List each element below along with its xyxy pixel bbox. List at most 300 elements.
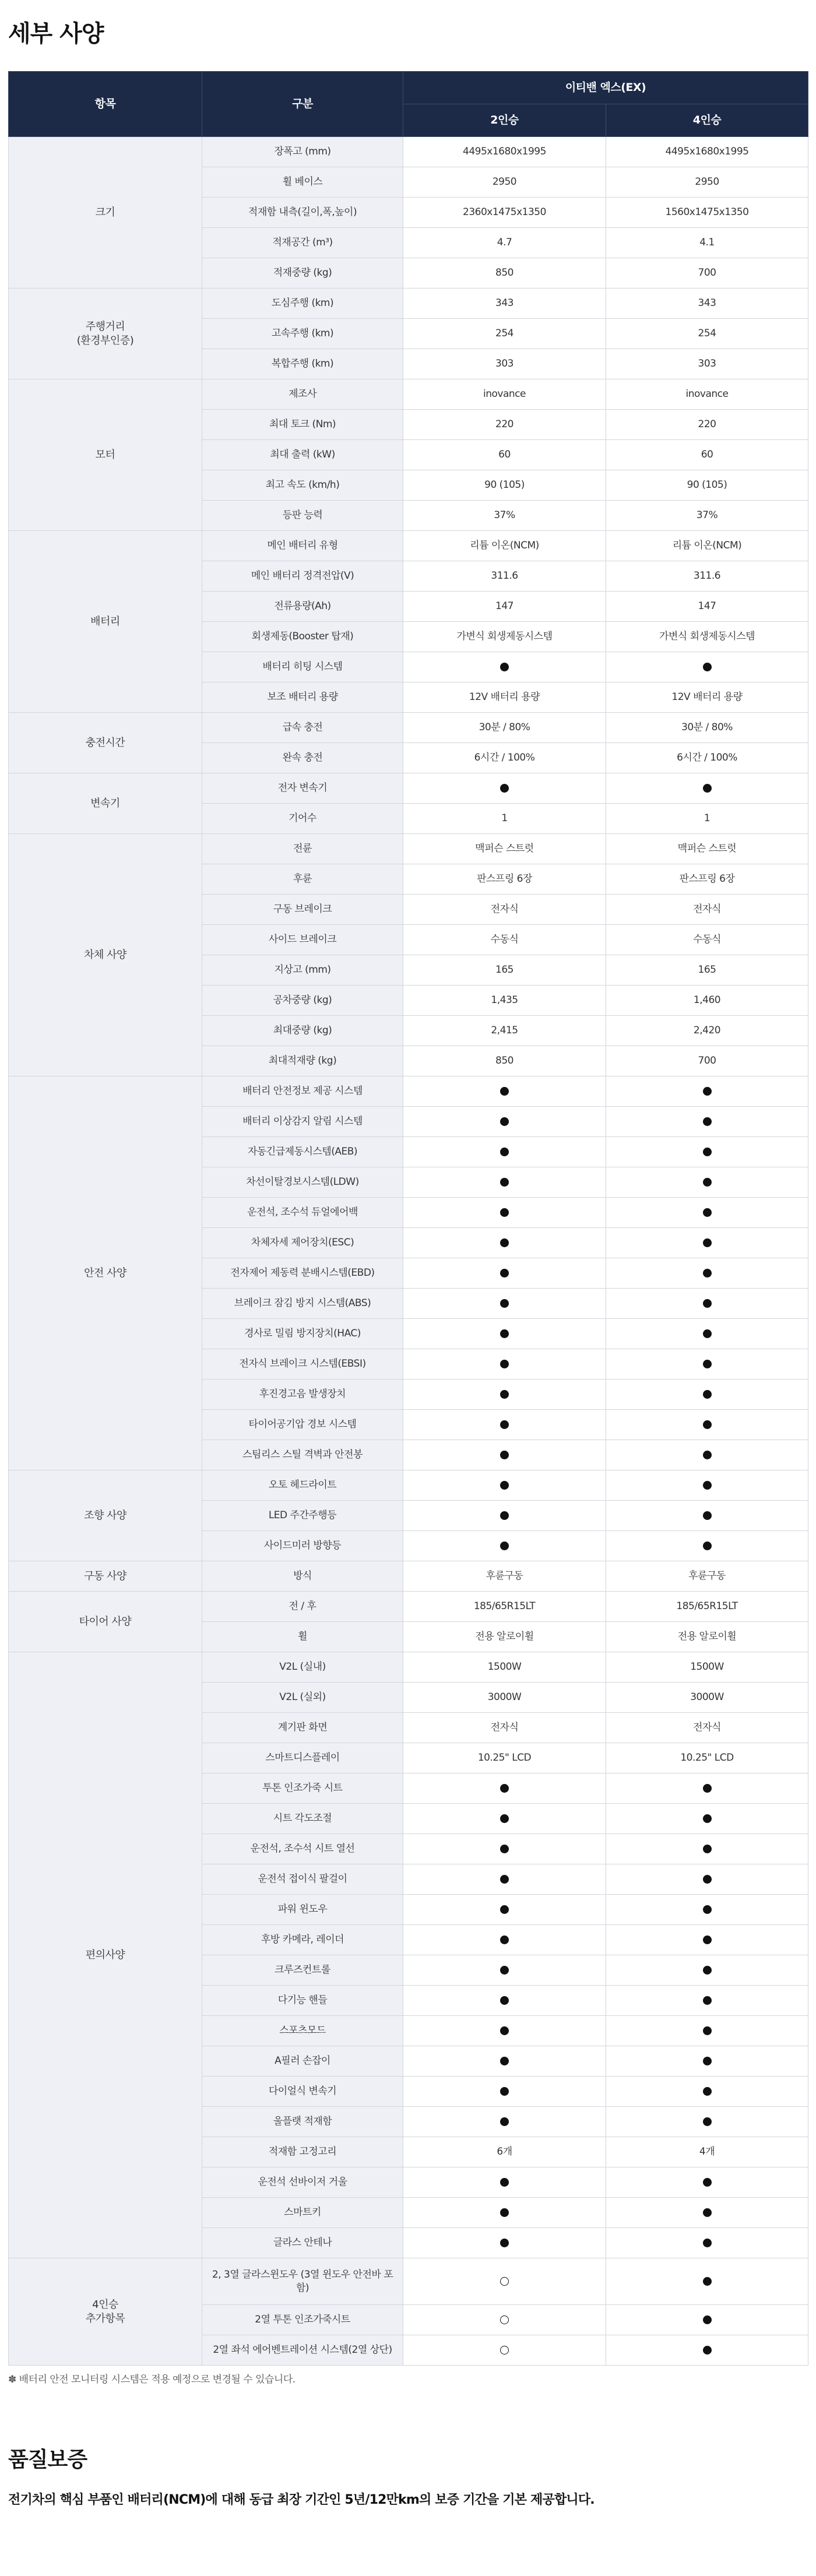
spec-value-cell-a — [403, 1895, 606, 1925]
warranty-title: 품질보증 — [8, 2448, 87, 2472]
page-title: 세부 사양 — [8, 20, 104, 47]
spec-value-cell-b: 수동식 — [606, 925, 808, 955]
standard-dot-icon — [703, 2315, 712, 2324]
spec-value-cell-b: 4개 — [606, 2137, 808, 2167]
standard-dot-icon — [703, 784, 712, 793]
spec-value-cell-a — [403, 1864, 606, 1895]
spec-value-cell-a: 303 — [403, 349, 606, 379]
standard-dot-icon — [500, 1451, 509, 1459]
spec-value-cell-b — [606, 1925, 808, 1955]
spec-label-cell: 방식 — [202, 1561, 403, 1592]
spec-value-cell-b — [606, 2305, 808, 2335]
spec-value-cell-a — [403, 1319, 606, 1349]
standard-dot-icon — [500, 1996, 509, 2005]
spec-value-cell-a — [403, 1258, 606, 1289]
spec-label-cell: 전자 변속기 — [202, 773, 403, 804]
category-cell: 주행거리 (환경부인증) — [9, 288, 202, 379]
spec-value-cell-a: 수동식 — [403, 925, 606, 955]
spec-value-cell-a: 165 — [403, 955, 606, 986]
spec-value-cell-b — [606, 2077, 808, 2107]
spec-value-cell-a: 2,415 — [403, 1016, 606, 1046]
spec-value-cell-a — [403, 1440, 606, 1470]
spec-value-cell-b: 165 — [606, 955, 808, 986]
spec-value-cell-b: 311.6 — [606, 561, 808, 592]
spec-value-cell-b — [606, 1349, 808, 1380]
spec-value-cell-b: 12V 배터리 용량 — [606, 682, 808, 713]
spec-value-cell-b — [606, 1501, 808, 1531]
spec-value-cell-a — [403, 1773, 606, 1804]
spec-table — [8, 71, 808, 2366]
spec-label-cell: 배터리 안전정보 제공 시스템 — [202, 1076, 403, 1107]
standard-dot-icon — [500, 2117, 509, 2126]
table-row — [9, 1076, 808, 1107]
standard-dot-icon — [500, 2026, 509, 2035]
table-row — [9, 2258, 808, 2305]
category-cell: 차체 사양 — [9, 834, 202, 1076]
spec-value-cell-a — [403, 1198, 606, 1228]
standard-dot-icon — [500, 1845, 509, 1853]
spec-value-cell-b — [606, 1289, 808, 1319]
standard-dot-icon — [500, 1511, 509, 1520]
spec-value-cell-b — [606, 1167, 808, 1198]
spec-value-cell-b — [606, 1228, 808, 1258]
spec-label-cell: 경사로 밀림 방지장치(HAC) — [202, 1319, 403, 1349]
spec-value-cell-a: 850 — [403, 258, 606, 288]
spec-label-cell: 장폭고 (mm) — [202, 137, 403, 167]
standard-dot-icon — [703, 1966, 712, 1975]
spec-label-cell: 스마트키 — [202, 2198, 403, 2228]
spec-label-cell: 후진경고음 발생장치 — [202, 1380, 403, 1410]
spec-value-cell-a — [403, 2228, 606, 2258]
table-row — [9, 379, 808, 410]
spec-label-cell: 고속주행 (km) — [202, 319, 403, 349]
spec-value-cell-a — [403, 2305, 606, 2335]
table-row — [9, 1652, 808, 1683]
standard-dot-icon — [500, 1238, 509, 1247]
spec-value-cell-a — [403, 2077, 606, 2107]
spec-label-cell: 브레이크 잠김 방지 시스템(ABS) — [202, 1289, 403, 1319]
spec-value-cell-a — [403, 1076, 606, 1107]
standard-dot-icon — [703, 2026, 712, 2035]
spec-label-cell: 후방 카메라, 레이더 — [202, 1925, 403, 1955]
spec-value-cell-b: 1560x1475x1350 — [606, 198, 808, 228]
spec-label-cell: 투톤 인조가죽 시트 — [202, 1773, 403, 1804]
spec-value-cell-b — [606, 1258, 808, 1289]
spec-value-cell-b: 147 — [606, 592, 808, 622]
standard-dot-icon — [703, 2208, 712, 2217]
spec-label-cell: 시트 각도조절 — [202, 1804, 403, 1834]
standard-dot-icon — [703, 1996, 712, 2005]
spec-label-cell: V2L (실내) — [202, 1652, 403, 1683]
standard-dot-icon — [703, 1208, 712, 1217]
standard-dot-icon — [703, 2178, 712, 2187]
spec-value-cell-a: 전자식 — [403, 895, 606, 925]
spec-value-cell-a — [403, 1410, 606, 1440]
spec-label-cell: 적재중량 (kg) — [202, 258, 403, 288]
spec-value-cell-b: 1 — [606, 804, 808, 834]
spec-value-cell-b: 700 — [606, 1046, 808, 1076]
standard-dot-icon — [500, 2087, 509, 2096]
category-cell: 변속기 — [9, 773, 202, 834]
spec-value-cell-b: 254 — [606, 319, 808, 349]
category-cell: 안전 사양 — [9, 1076, 202, 1470]
spec-value-cell-b — [606, 1986, 808, 2016]
spec-value-cell-a: 전자식 — [403, 1713, 606, 1743]
spec-value-cell-a — [403, 1531, 606, 1561]
spec-label-cell: 스포츠모드 — [202, 2016, 403, 2046]
standard-dot-icon — [703, 2239, 712, 2247]
standard-dot-icon — [500, 1935, 509, 1944]
spec-value-cell-b — [606, 2228, 808, 2258]
spec-value-cell-a: 12V 배터리 용량 — [403, 682, 606, 713]
spec-label-cell: 최대 출력 (kW) — [202, 440, 403, 470]
spec-body — [9, 137, 808, 2366]
spec-label-cell: 전류용량(Ah) — [202, 592, 403, 622]
spec-value-cell-b — [606, 1440, 808, 1470]
spec-label-cell: 운전석 선바이저 거울 — [202, 2167, 403, 2198]
standard-dot-icon — [500, 2239, 509, 2247]
spec-value-cell-b: 2,420 — [606, 1016, 808, 1046]
standard-dot-icon — [703, 1087, 712, 1096]
spec-label-cell: 전륜 — [202, 834, 403, 864]
spec-value-cell-a: 4495x1680x1995 — [403, 137, 606, 167]
spec-value-cell-a: 전용 알로이휠 — [403, 1622, 606, 1652]
spec-label-cell: 울플랫 적재함 — [202, 2107, 403, 2137]
spec-value-cell-b: 1,460 — [606, 986, 808, 1016]
spec-value-cell-b — [606, 2335, 808, 2366]
table-row — [9, 1561, 808, 1592]
spec-value-cell-a: 2360x1475x1350 — [403, 198, 606, 228]
spec-value-cell-a — [403, 2107, 606, 2137]
spec-value-cell-b: 37% — [606, 501, 808, 531]
optional-circle-icon — [500, 2315, 509, 2324]
spec-value-cell-a: 1 — [403, 804, 606, 834]
standard-dot-icon — [703, 1360, 712, 1368]
spec-value-cell-a: 6시간 / 100% — [403, 743, 606, 773]
table-row — [9, 834, 808, 864]
standard-dot-icon — [500, 1390, 509, 1399]
spec-value-cell-b — [606, 1895, 808, 1925]
spec-label-cell: V2L (실외) — [202, 1683, 403, 1713]
spec-label-cell: 오토 헤드라이트 — [202, 1470, 403, 1501]
spec-value-cell-b: 판스프링 6장 — [606, 864, 808, 895]
spec-value-cell-a — [403, 1228, 606, 1258]
spec-value-cell-b — [606, 773, 808, 804]
spec-value-cell-a — [403, 2198, 606, 2228]
optional-circle-icon — [500, 2346, 509, 2355]
standard-dot-icon — [703, 1451, 712, 1459]
spec-value-cell-a: 1,435 — [403, 986, 606, 1016]
standard-dot-icon — [500, 1784, 509, 1793]
spec-value-cell-a — [403, 2016, 606, 2046]
standard-dot-icon — [500, 1269, 509, 1278]
standard-dot-icon — [500, 1087, 509, 1096]
spec-value-cell-b — [606, 1834, 808, 1864]
category-cell: 충전시간 — [9, 713, 202, 773]
spec-label-cell: 적재공간 (m³) — [202, 228, 403, 258]
standard-dot-icon — [703, 2057, 712, 2065]
spec-label-cell: 후륜 — [202, 864, 403, 895]
spec-value-cell-b: 90 (105) — [606, 470, 808, 501]
spec-value-cell-a — [403, 652, 606, 682]
category-cell: 4인승 추가항목 — [9, 2258, 202, 2366]
spec-value-cell-b: 전용 알로이휠 — [606, 1622, 808, 1652]
spec-label-cell: 사이드 브레이크 — [202, 925, 403, 955]
spec-value-cell-a: inovance — [403, 379, 606, 410]
standard-dot-icon — [703, 1542, 712, 1550]
spec-value-cell-a — [403, 1380, 606, 1410]
spec-label-cell: 공차중량 (kg) — [202, 986, 403, 1016]
standard-dot-icon — [703, 1511, 712, 1520]
standard-dot-icon — [500, 1481, 509, 1490]
spec-value-cell-a: 850 — [403, 1046, 606, 1076]
standard-dot-icon — [703, 1178, 712, 1187]
warranty-description: 전기차의 핵심 부품인 배터리(NCM)에 대해 동급 최장 기간인 5년/12만km의 보증 기간을 기본 제공합니다. — [8, 2493, 595, 2507]
spec-label-cell: 2열 좌석 에어벤트레이션 시스템(2열 상단) — [202, 2335, 403, 2366]
spec-value-cell-b: 10.25" LCD — [606, 1743, 808, 1773]
spec-value-cell-a — [403, 1167, 606, 1198]
spec-value-cell-a: 4.7 — [403, 228, 606, 258]
spec-label-cell: 최대적재량 (kg) — [202, 1046, 403, 1076]
spec-value-cell-b — [606, 1531, 808, 1561]
spec-value-cell-b: inovance — [606, 379, 808, 410]
standard-dot-icon — [500, 784, 509, 793]
spec-value-cell-b — [606, 2167, 808, 2198]
spec-value-cell-b — [606, 1955, 808, 1986]
standard-dot-icon — [500, 663, 509, 671]
spec-label-cell: LED 주간주행등 — [202, 1501, 403, 1531]
category-cell: 크기 — [9, 137, 202, 288]
spec-value-cell-b: 맥퍼슨 스트럿 — [606, 834, 808, 864]
spec-value-cell-b — [606, 1107, 808, 1137]
spec-value-cell-b: 6시간 / 100% — [606, 743, 808, 773]
spec-value-cell-a: 후륜구동 — [403, 1561, 606, 1592]
table-row — [9, 1592, 808, 1622]
standard-dot-icon — [500, 1875, 509, 1884]
spec-value-cell-a: 2950 — [403, 167, 606, 198]
spec-value-cell-b: 700 — [606, 258, 808, 288]
spec-value-cell-b: 전자식 — [606, 895, 808, 925]
spec-label-cell: 사이드미러 방향등 — [202, 1531, 403, 1561]
standard-dot-icon — [500, 2208, 509, 2217]
spec-value-cell-a: 90 (105) — [403, 470, 606, 501]
category-cell: 편의사양 — [9, 1652, 202, 2258]
spec-label-cell: 급속 충전 — [202, 713, 403, 743]
table-row — [9, 1470, 808, 1501]
spec-value-cell-a — [403, 1834, 606, 1864]
spec-value-cell-a: 6개 — [403, 2137, 606, 2167]
spec-label-cell: 회생제동(Booster 탑재) — [202, 622, 403, 652]
spec-value-cell-a — [403, 1349, 606, 1380]
spec-value-cell-b: 후륜구동 — [606, 1561, 808, 1592]
standard-dot-icon — [500, 1329, 509, 1338]
spec-label-cell: 타이어공기압 경보 시스템 — [202, 1410, 403, 1440]
spec-value-cell-a — [403, 2335, 606, 2366]
spec-label-cell: 휠 베이스 — [202, 167, 403, 198]
spec-value-cell-a: 리튬 이온(NCM) — [403, 531, 606, 561]
spec-label-cell: 구동 브레이크 — [202, 895, 403, 925]
spec-value-cell-a — [403, 2167, 606, 2198]
spec-label-cell: 최대중량 (kg) — [202, 1016, 403, 1046]
spec-label-cell: 메인 배터리 정격전압(V) — [202, 561, 403, 592]
spec-value-cell-b: 30분 / 80% — [606, 713, 808, 743]
standard-dot-icon — [703, 1481, 712, 1490]
spec-label-cell: 전자식 브레이크 시스템(EBSI) — [202, 1349, 403, 1380]
spec-value-cell-a: 10.25" LCD — [403, 1743, 606, 1773]
category-cell: 구동 사양 — [9, 1561, 202, 1592]
standard-dot-icon — [703, 1935, 712, 1944]
standard-dot-icon — [703, 2087, 712, 2096]
standard-dot-icon — [703, 2277, 712, 2286]
table-row — [9, 137, 808, 167]
spec-value-cell-a — [403, 1501, 606, 1531]
spec-label-cell: 최대 토크 (Nm) — [202, 410, 403, 440]
standard-dot-icon — [500, 1542, 509, 1550]
standard-dot-icon — [703, 1329, 712, 1338]
spec-label-cell: 최고 속도 (km/h) — [202, 470, 403, 501]
standard-dot-icon — [500, 1178, 509, 1187]
standard-dot-icon — [703, 1269, 712, 1278]
spec-label-cell: 메인 배터리 유형 — [202, 531, 403, 561]
standard-dot-icon — [703, 1845, 712, 1853]
spec-value-cell-a: 3000W — [403, 1683, 606, 1713]
spec-label-cell: 도심주행 (km) — [202, 288, 403, 319]
spec-label-cell: 운전석, 조수석 듀얼에어백 — [202, 1198, 403, 1228]
standard-dot-icon — [703, 663, 712, 671]
spec-value-cell-b: 3000W — [606, 1683, 808, 1713]
spec-value-cell-a — [403, 1955, 606, 1986]
spec-value-cell-b: 4495x1680x1995 — [606, 137, 808, 167]
spec-value-cell-a: 147 — [403, 592, 606, 622]
spec-value-cell-a — [403, 1986, 606, 2016]
spec-label-cell: 스마트디스플레이 — [202, 1743, 403, 1773]
standard-dot-icon — [500, 2178, 509, 2187]
spec-value-cell-b — [606, 2258, 808, 2305]
standard-dot-icon — [703, 2346, 712, 2355]
standard-dot-icon — [500, 1905, 509, 1914]
spec-label-cell: 배터리 히팅 시스템 — [202, 652, 403, 682]
table-row — [9, 288, 808, 319]
table-row — [9, 773, 808, 804]
standard-dot-icon — [703, 1117, 712, 1126]
spec-label-cell: 2, 3열 글라스윈도우 (3열 윈도우 안전바 포함) — [202, 2258, 403, 2305]
spec-value-cell-a: 맥퍼슨 스트럿 — [403, 834, 606, 864]
spec-value-cell-a: 343 — [403, 288, 606, 319]
spec-value-cell-a — [403, 1289, 606, 1319]
spec-label-cell: A필러 손잡이 — [202, 2046, 403, 2077]
spec-value-cell-b: 1500W — [606, 1652, 808, 1683]
spec-value-cell-b: 2950 — [606, 167, 808, 198]
standard-dot-icon — [500, 1360, 509, 1368]
standard-dot-icon — [703, 1875, 712, 1884]
spec-label-cell: 배터리 이상감지 알림 시스템 — [202, 1107, 403, 1137]
spec-value-cell-a: 37% — [403, 501, 606, 531]
category-cell: 타이어 사양 — [9, 1592, 202, 1652]
spec-value-cell-b: 리튬 이온(NCM) — [606, 531, 808, 561]
spec-label-cell: 완속 충전 — [202, 743, 403, 773]
spec-label-cell: 크루즈컨트롤 — [202, 1955, 403, 1986]
spec-value-cell-b — [606, 1319, 808, 1349]
spec-value-cell-b — [606, 1864, 808, 1895]
spec-value-cell-b: 220 — [606, 410, 808, 440]
spec-value-cell-b — [606, 2046, 808, 2077]
standard-dot-icon — [703, 1299, 712, 1308]
category-cell: 배터리 — [9, 531, 202, 713]
spec-value-cell-b — [606, 1380, 808, 1410]
spec-value-cell-a: 254 — [403, 319, 606, 349]
spec-label-cell: 적재함 고정고리 — [202, 2137, 403, 2167]
standard-dot-icon — [703, 1784, 712, 1793]
standard-dot-icon — [500, 1148, 509, 1156]
header-model: 이티밴 엑스(EX) — [403, 72, 808, 104]
spec-value-cell-b: 가변식 회생제동시스템 — [606, 622, 808, 652]
standard-dot-icon — [703, 1420, 712, 1429]
standard-dot-icon — [703, 1238, 712, 1247]
standard-dot-icon — [703, 1148, 712, 1156]
spec-value-cell-b: 60 — [606, 440, 808, 470]
standard-dot-icon — [703, 1390, 712, 1399]
spec-label-cell: 자동긴급제동시스템(AEB) — [202, 1137, 403, 1167]
footnote: ✽ 배터리 안전 모니터링 시스템은 적용 예정으로 변경될 수 있습니다. — [8, 2374, 296, 2385]
spec-label-cell: 운전석, 조수석 시트 열선 — [202, 1834, 403, 1864]
spec-label-cell: 적재함 내측(길이,폭,높이) — [202, 198, 403, 228]
spec-value-cell-a: 220 — [403, 410, 606, 440]
spec-label-cell: 전 / 후 — [202, 1592, 403, 1622]
spec-value-cell-b — [606, 1773, 808, 1804]
category-cell: 모터 — [9, 379, 202, 531]
spec-value-cell-a — [403, 1107, 606, 1137]
table-row — [9, 531, 808, 561]
header-division: 구분 — [202, 72, 403, 137]
category-cell: 조향 사양 — [9, 1470, 202, 1561]
spec-value-cell-a: 311.6 — [403, 561, 606, 592]
spec-value-cell-a: 30분 / 80% — [403, 713, 606, 743]
header-item: 항목 — [9, 72, 202, 137]
spec-label-cell: 휠 — [202, 1622, 403, 1652]
spec-value-cell-a — [403, 773, 606, 804]
spec-label-cell: 보조 배터리 용량 — [202, 682, 403, 713]
spec-value-cell-b — [606, 1470, 808, 1501]
spec-value-cell-b — [606, 1198, 808, 1228]
spec-value-cell-a — [403, 1925, 606, 1955]
standard-dot-icon — [500, 1299, 509, 1308]
spec-value-cell-b: 전자식 — [606, 1713, 808, 1743]
spec-value-cell-a — [403, 2046, 606, 2077]
spec-value-cell-b — [606, 2198, 808, 2228]
spec-value-cell-a: 판스프링 6장 — [403, 864, 606, 895]
spec-label-cell: 계기판 화면 — [202, 1713, 403, 1743]
spec-label-cell: 차선이탈경보시스템(LDW) — [202, 1167, 403, 1198]
spec-value-cell-a: 가변식 회생제동시스템 — [403, 622, 606, 652]
standard-dot-icon — [500, 1966, 509, 1975]
standard-dot-icon — [500, 1208, 509, 1217]
spec-value-cell-a — [403, 1804, 606, 1834]
spec-label-cell: 복합주행 (km) — [202, 349, 403, 379]
spec-label-cell: 2열 투톤 인조가죽시트 — [202, 2305, 403, 2335]
spec-value-cell-a: 60 — [403, 440, 606, 470]
standard-dot-icon — [703, 1905, 712, 1914]
spec-value-cell-a — [403, 1470, 606, 1501]
spec-label-cell: 글라스 안테나 — [202, 2228, 403, 2258]
spec-value-cell-b — [606, 1410, 808, 1440]
spec-value-cell-b — [606, 2107, 808, 2137]
spec-value-cell-b: 185/65R15LT — [606, 1592, 808, 1622]
spec-value-cell-b — [606, 1804, 808, 1834]
header-variant-b: 4인승 — [606, 104, 808, 137]
standard-dot-icon — [500, 2057, 509, 2065]
spec-value-cell-a — [403, 2258, 606, 2305]
standard-dot-icon — [500, 1420, 509, 1429]
